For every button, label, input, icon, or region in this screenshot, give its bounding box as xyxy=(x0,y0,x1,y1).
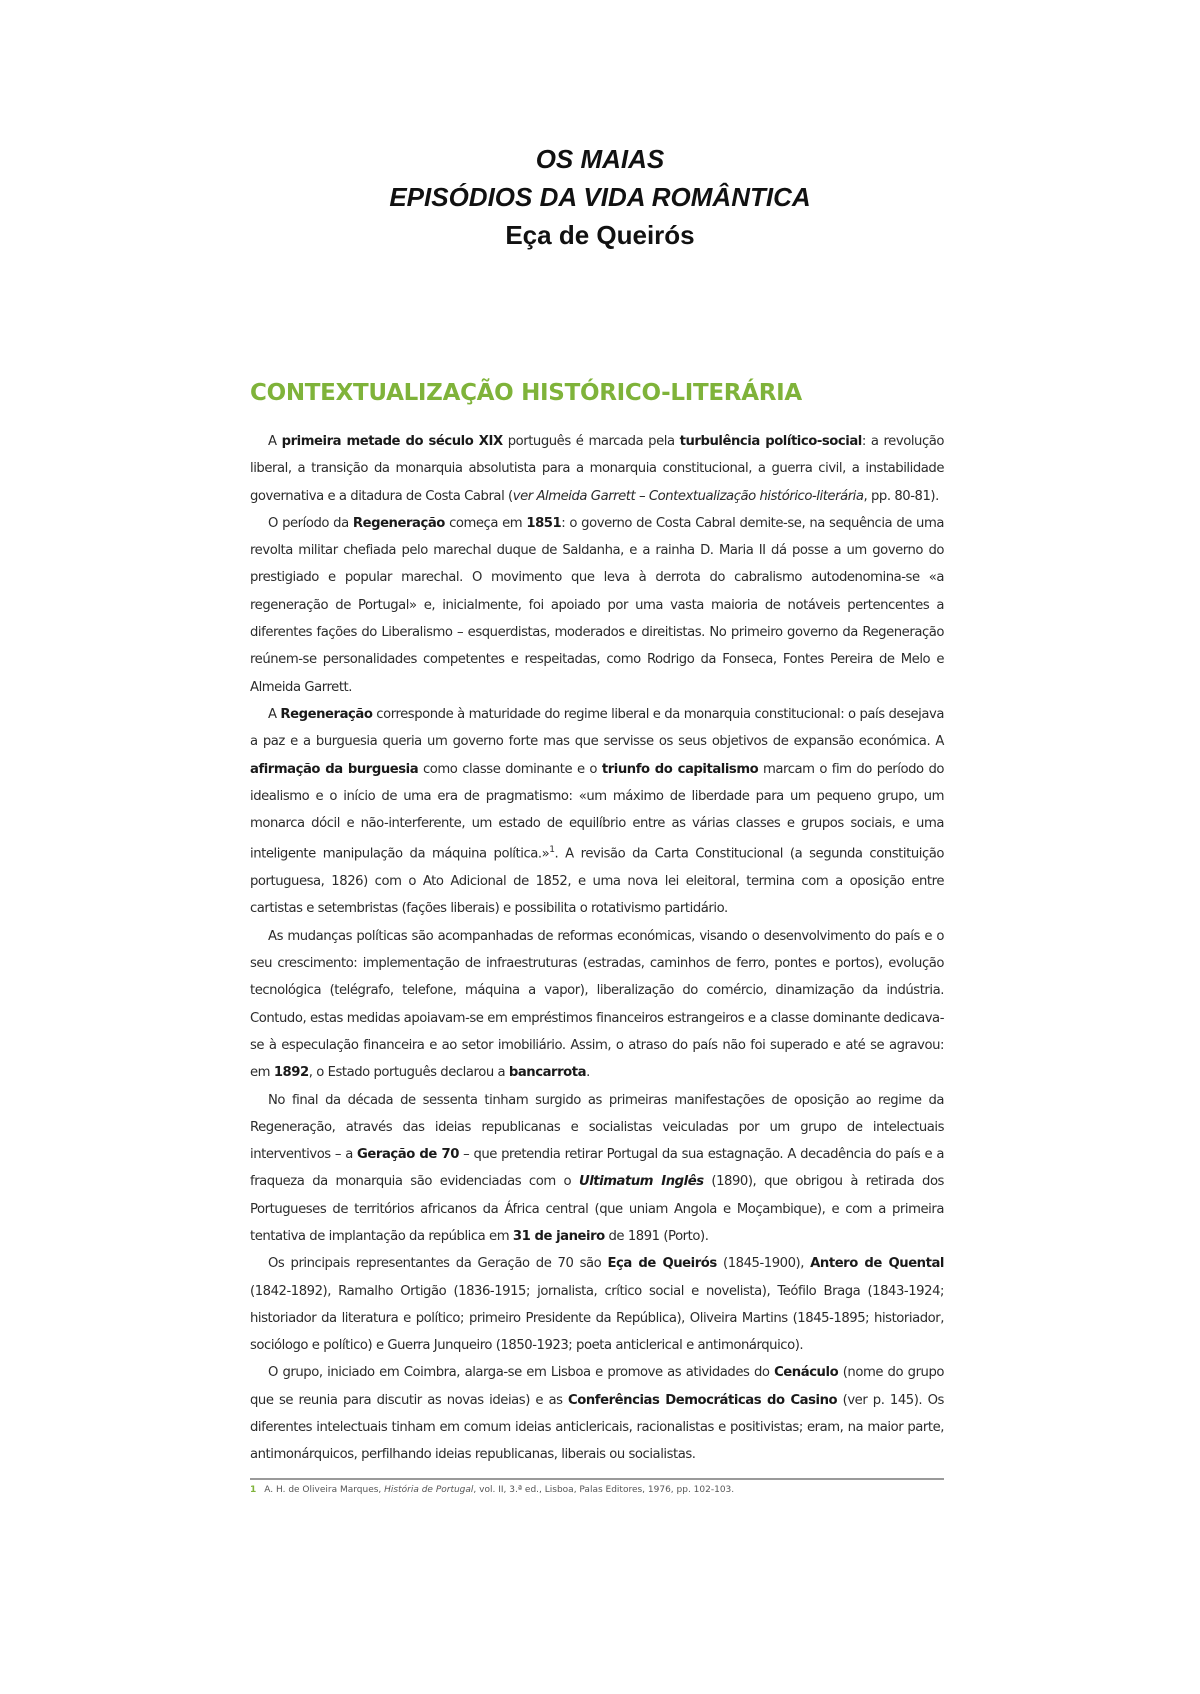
book-title: OS MAIAS xyxy=(535,144,665,174)
footnote-divider xyxy=(250,1478,944,1480)
paragraph-7: O grupo, iniciado em Coimbra, alarga-se em Lisboa e promove as atividades do Cenáculo (nome do grupo que se reunia para discutir as novas ideias) e as Conferências Democráticas do Casino (ver p. 145). Os diferentes intelectuais tinham em comum ideias anticlericais, racionalistas e positivistas; eram, na maior parte, antimonárquicos, perfilhando ideias republicanas, liberais ou socialistas. xyxy=(250,1365,944,1463)
paragraph-4: As mudanças políticas são acompanhadas de reformas económicas, visando o desenvolvimento do país e o seu crescimento: implementação de infraestruturas (estradas, caminhos de ferro, pontes e portos), evolução tecnológica (telégrafo, telefone, máquina a vapor), liberalização do comércio, dinamização da indústria. Contudo, estas medidas apoiavam-se em empréstimos financeiros estrangeiros e a classe dominante dedicava-se à especulação financeira e ao setor imobiliário. Assim, o atraso do país não foi superado e até se agravou: em 1892, o Estado português declarou a bancarrota. xyxy=(250,928,944,1081)
document-title-block xyxy=(0,140,1200,254)
footnote: 1 A. H. de Oliveira Marques, História de Portugal, vol. II, 3.ª ed., Lisboa, Palas Editores, 1976, pp. 102-103. xyxy=(250,1485,735,1495)
paragraph-6: Os principais representantes da Geração de 70 são Eça de Queirós (1845-1900), Antero de Quental (1842-1892), Ramalho Ortigão (1836-1915; jornalista, crítico social e novelista), Teófilo Braga (1843-1924; historiador da literatura e político; primeiro Presidente da República), Oliveira Martins (1845-1895; historiador, sociólogo e político) e Guerra Junqueiro (1850-1923; poeta anticlerical e antimonárquico). xyxy=(250,1256,944,1354)
footnote-number: 1 xyxy=(250,1485,257,1495)
paragraph-2: O período da Regeneração começa em 1851: o governo de Costa Cabral demite-se, na sequência de uma revolta militar chefiada pelo marechal duque de Saldanha, e a rainha D. Maria II dá posse a um governo do prestigiado e popular marechal. O movimento que leva à derrota do cabralismo autodenomina-se «a regeneração de Portugal» e, inicialmente, foi apoiado por uma vasta maioria de notáveis pertencentes a diferentes fações do Liberalismo – esquerdistas, moderados e direitistas. No primeiro governo da Regeneração reúnem-se personalidades competentes e respeitadas, como Rodrigo da Fonseca, Fontes Pereira de Melo e Almeida Garrett. xyxy=(250,515,944,695)
paragraph-5: No final da década de sessenta tinham surgido as primeiras manifestações de oposição ao regime da Regeneração, através das ideias republicanas e socialistas veiculadas por um grupo de intelectuais interventivos – a Geração de 70 – que pretendia retirar Portugal da sua estagnação. A decadência do país e a fraqueza da monarquia são evidenciadas com o Ultimatum Inglês (1890), que obrigou à retirada dos Portugueses de territórios africanos da África central (que uniam Angola e Moçambique), e com a primeira tentativa de implantação da república em 31 de janeiro de 1891 (Porto). xyxy=(250,1092,944,1244)
book-subtitle: EPISÓDIOS DA VIDA ROMÂNTICA xyxy=(389,182,811,212)
body-text xyxy=(250,428,944,1469)
paragraph-3: A Regeneração corresponde à maturidade do regime liberal e da monarquia constitucional: o país desejava a paz e a burguesia queria um governo forte mas que servisse os seus objetivos de expansão económica. A afirmação da burguesia como classe dominante e o triunfo do capitalismo marcam o fim do período do idealismo e o início de uma era de pragmatismo: «um máximo de liberdade para um pequeno grupo, um monarca dócil e não-interferente, um estado de equilíbrio entre as várias classes e grupos sociais, e uma inteligente manipulação da máquina política.»$^1$. A revisão da Carta Constitucional (a segunda constituição portuguesa, 1826) com o Ato Adicional de 1852, e uma nova lei eleitoral, termina com a oposição entre cartistas e setembristas (fações liberais) e possibilita o rotativismo partidário. xyxy=(250,706,944,917)
author-name: Eça de Queirós xyxy=(505,220,695,250)
footnote-ref: 1 xyxy=(549,845,555,856)
paragraph-1: A primeira metade do século XIX português é marcada pela turbulência político-social: a revolução liberal, a transição da monarquia absolutista para a monarquia constitucional, a guerra civil, a instabilidade governativa e a ditadura de Costa Cabral (ver Almeida Garrett – Contextualização histórico-literária, pp. 80-81). xyxy=(250,434,944,504)
section-heading: CONTEXTUALIZAÇÃO HISTÓRICO-LITERÁRIA xyxy=(250,380,802,406)
